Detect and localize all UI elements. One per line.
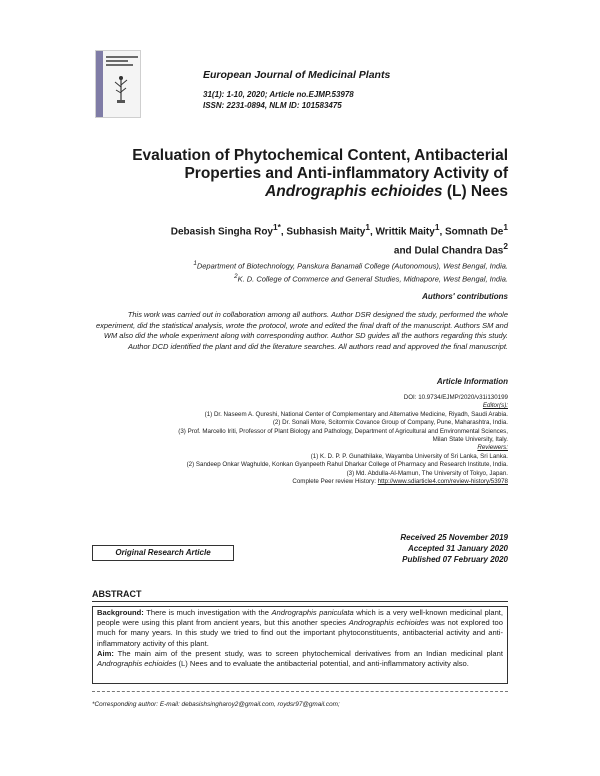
publication-dates xyxy=(400,532,508,565)
abstract-aim xyxy=(97,649,503,669)
affiliations xyxy=(88,259,508,285)
author-line-1 xyxy=(88,220,508,239)
journal-citation-block xyxy=(203,89,354,111)
abstract-box xyxy=(92,606,508,684)
accepted-date: Accepted 31 January 2020 xyxy=(407,544,508,553)
author-name: , Writtik Maity xyxy=(369,226,435,238)
published-date: Published 07 February 2020 xyxy=(402,555,508,564)
abstract-aim-label: Aim: xyxy=(97,648,114,658)
article-type-badge: Original Research Article xyxy=(92,545,234,561)
abstract-background-label: Background: xyxy=(97,608,144,617)
peer-review-history xyxy=(38,478,508,486)
editor-item: (3) Prof. Marcello Iriti, Professor of Plant Biology and Pathology, Department of Agricultural and Environmental Sciences, xyxy=(178,427,508,435)
article-info-block xyxy=(38,394,508,486)
species-name: Andrographis paniculata xyxy=(271,608,354,617)
author-name: and Dulal Chandra Das xyxy=(393,245,504,257)
author-list xyxy=(88,220,508,259)
journal-name: European Journal of Medicinal Plants xyxy=(203,69,391,81)
journal-cover-image xyxy=(95,50,141,118)
author-sup: 1 xyxy=(434,222,440,232)
abstract-text: There is much investigation with the xyxy=(143,608,272,617)
species-name: Andrographis echioides xyxy=(265,183,443,200)
author-sup: 1* xyxy=(273,222,281,232)
title-line-2: Properties and Anti-inflammatory Activity of xyxy=(184,165,508,182)
abstract-text: (L) Nees and to evaluate the antibacterial potential, and anti-inflammatory activity also. xyxy=(176,659,469,669)
affiliation-sup: 1 xyxy=(193,260,197,267)
affiliation-text: K. D. College of Commerce and General Studies, Midnapore, West Bengal, India. xyxy=(237,274,508,284)
editor-item: (2) Dr. Sonali More, Scitormix Covance Group of Company, Pune, Maharashtra, India. xyxy=(272,419,508,427)
title-line-1: Evaluation of Phytochemical Content, Antibacterial xyxy=(132,147,508,164)
plant-illustration-icon xyxy=(112,73,130,103)
author-name: Debasish Singha Roy xyxy=(170,226,273,238)
reviewer-item: (3) Md. Abdulla-Al-Mamun, The University of Tokyo, Japan. xyxy=(346,469,508,477)
title-line-3-rest: (L) Nees xyxy=(442,183,508,200)
abstract-text: was not explored too much for many years. In this study we tried to find out the important phytoconstituents, antibacterial activity and anti-inflammatory activity of this plant. xyxy=(97,618,503,648)
contributions-text: This work was carried out in collaboration among all authors. Author DSR designed the study, performed the whole experiment, did the statistical analysis, wrote the protocol, wrote and edited the final draft of the manuscript. Authors SM and WM also did the whole experiment along with corresponding author. Author SD guides all the authors regarding this study. Author DCD identified the plant and did the literature searches. All authors read and approved the final manuscript. xyxy=(95,310,508,351)
peer-review-history-label: Complete Peer review History: xyxy=(292,478,378,486)
author-sup: 1 xyxy=(503,222,508,232)
paper-title xyxy=(88,147,508,201)
editors-label: Editor(s): xyxy=(482,402,508,410)
peer-review-history-link[interactable]: http://www.sdiarticle4.com/review-history/53978 xyxy=(377,478,508,486)
editor-item: (1) Dr. Naseem A. Qureshi, National Center of Complementary and Alternative Medicine, Riyadh, Saudi Arabia. xyxy=(204,410,508,418)
abstract-divider xyxy=(92,601,508,602)
title-line-3 xyxy=(88,183,508,201)
doi: DOI: 10.9734/EJMP/2020/v31i130199 xyxy=(403,394,508,401)
author-line-2 xyxy=(88,239,508,258)
abstract-text: The main aim of the present study, was to screen phytochemical derivatives from an Indian medicinal plant xyxy=(113,648,503,658)
editor-item: Milan State University, Italy. xyxy=(432,436,508,444)
reviewers-label: Reviewers: xyxy=(477,444,508,452)
affiliation-text: Department of Biotechnology, Panskura Banamali College (Autonomous), West Bengal, India. xyxy=(196,261,508,271)
footnote-divider xyxy=(92,691,508,692)
corresponding-author-footnote: *Corresponding author: E-mail: debasishsingharoy2@gmail.com, roydsr97@gmail.com; xyxy=(92,701,340,708)
contributions-heading: Authors' contributions xyxy=(422,292,508,301)
reviewer-item: (2) Sandeep Onkar Waghulde, Konkan Gyanpeeth Rahul Dharkar College of Pharmacy and Research Institute, India. xyxy=(186,461,508,469)
journal-issn: ISSN: 2231-0894, NLM ID: 101583475 xyxy=(203,101,342,110)
author-name: , Somnath De xyxy=(439,226,504,238)
article-info-heading: Article Information xyxy=(436,377,508,386)
affiliation-item xyxy=(88,259,508,272)
author-name: , Subhasish Maity xyxy=(280,226,366,238)
received-date: Received 25 November 2019 xyxy=(400,533,508,542)
affiliation-item xyxy=(88,272,508,285)
species-name: Andrographis echioides xyxy=(97,659,177,669)
species-name: Andrographis echioides xyxy=(348,618,429,628)
abstract-text: which is a very well-known medicinal plant, people were using this plant from ancient years, but this another species xyxy=(97,608,504,628)
affiliation-sup: 2 xyxy=(234,273,238,280)
journal-citation: 31(1): 1-10, 2020; Article no.EJMP.53978 xyxy=(203,90,354,99)
abstract-heading: ABSTRACT xyxy=(92,589,142,599)
author-sup: 1 xyxy=(365,222,370,232)
author-sup: 2 xyxy=(503,241,508,252)
abstract-background xyxy=(97,608,503,649)
reviewer-item: (1) K. D. P. P. Gunathilake, Wayamba University of Sri Lanka, Sri Lanka. xyxy=(310,452,508,460)
